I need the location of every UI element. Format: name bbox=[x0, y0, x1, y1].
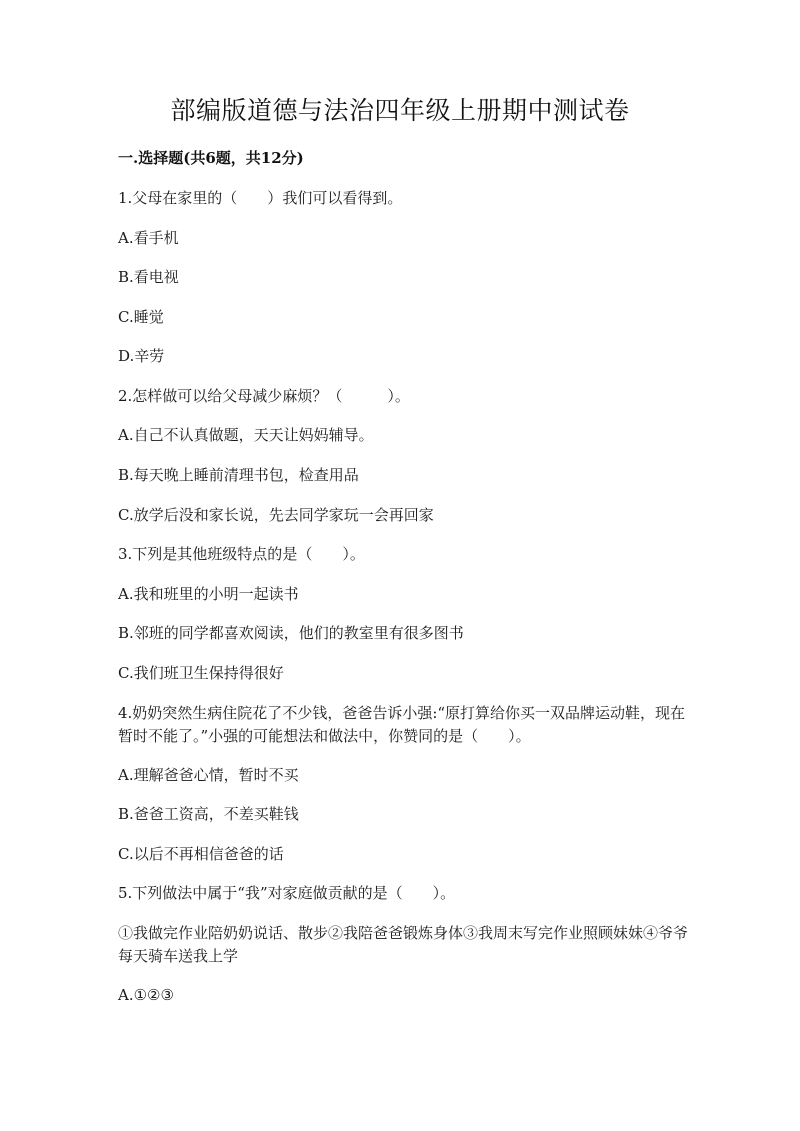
question-1-stem: 1.父母在家里的（ ）我们可以看得到。 bbox=[118, 189, 403, 207]
question-5-option-a: A.①②③ bbox=[118, 986, 174, 1004]
question-3-option-b: B.邻班的同学都喜欢阅读，他们的教室里有很多图书 bbox=[118, 624, 464, 642]
question-4-stem: 4.奶奶突然生病住院花了不少钱，爸爸告诉小强:“原打算给你买一双品牌运动鞋，现在暂时不能了。”小强的可能想法和做法中，你赞同的是（ ）。 bbox=[118, 704, 686, 745]
question-1-option-c: C.睡觉 bbox=[118, 308, 164, 326]
question-3-stem: 3.下列是其他班级特点的是（ ）。 bbox=[118, 545, 365, 563]
question-4-option-a: A.理解爸爸心情，暂时不买 bbox=[118, 766, 299, 784]
question-5-note: ①我做完作业陪奶奶说话、散步②我陪爸爸锻炼身体③我周末写完作业照顾妹妹④爷爷每天骑车送我上学 bbox=[118, 924, 689, 965]
question-2-stem: 2.怎样做可以给父母减少麻烦？（ ）。 bbox=[118, 387, 410, 405]
question-5-stem: 5.下列做法中属于“我”对家庭做贡献的是（ ）。 bbox=[118, 884, 456, 902]
question-1-option-b: B.看电视 bbox=[118, 268, 179, 286]
question-2-option-a: A.自己不认真做题，天天让妈妈辅导。 bbox=[118, 426, 374, 444]
question-4-option-b: B.爸爸工资高，不差买鞋钱 bbox=[118, 805, 299, 823]
question-1-option-d: D.辛劳 bbox=[118, 347, 165, 365]
page-title: 部编版道德与法治四年级上册期中测试卷 bbox=[170, 96, 630, 125]
question-1-option-a: A.看手机 bbox=[118, 229, 179, 247]
question-4-option-c: C.以后不再相信爸爸的话 bbox=[118, 845, 284, 863]
question-2-option-c: C.放学后没和家长说，先去同学家玩一会再回家 bbox=[118, 506, 434, 524]
question-3-option-a: A.我和班里的小明一起读书 bbox=[118, 585, 299, 603]
section-heading: 一.选择题(共6题，共12分) bbox=[118, 149, 304, 167]
question-2-option-b: B.每天晚上睡前清理书包，检查用品 bbox=[118, 466, 359, 484]
question-3-option-c: C.我们班卫生保持得很好 bbox=[118, 664, 284, 682]
